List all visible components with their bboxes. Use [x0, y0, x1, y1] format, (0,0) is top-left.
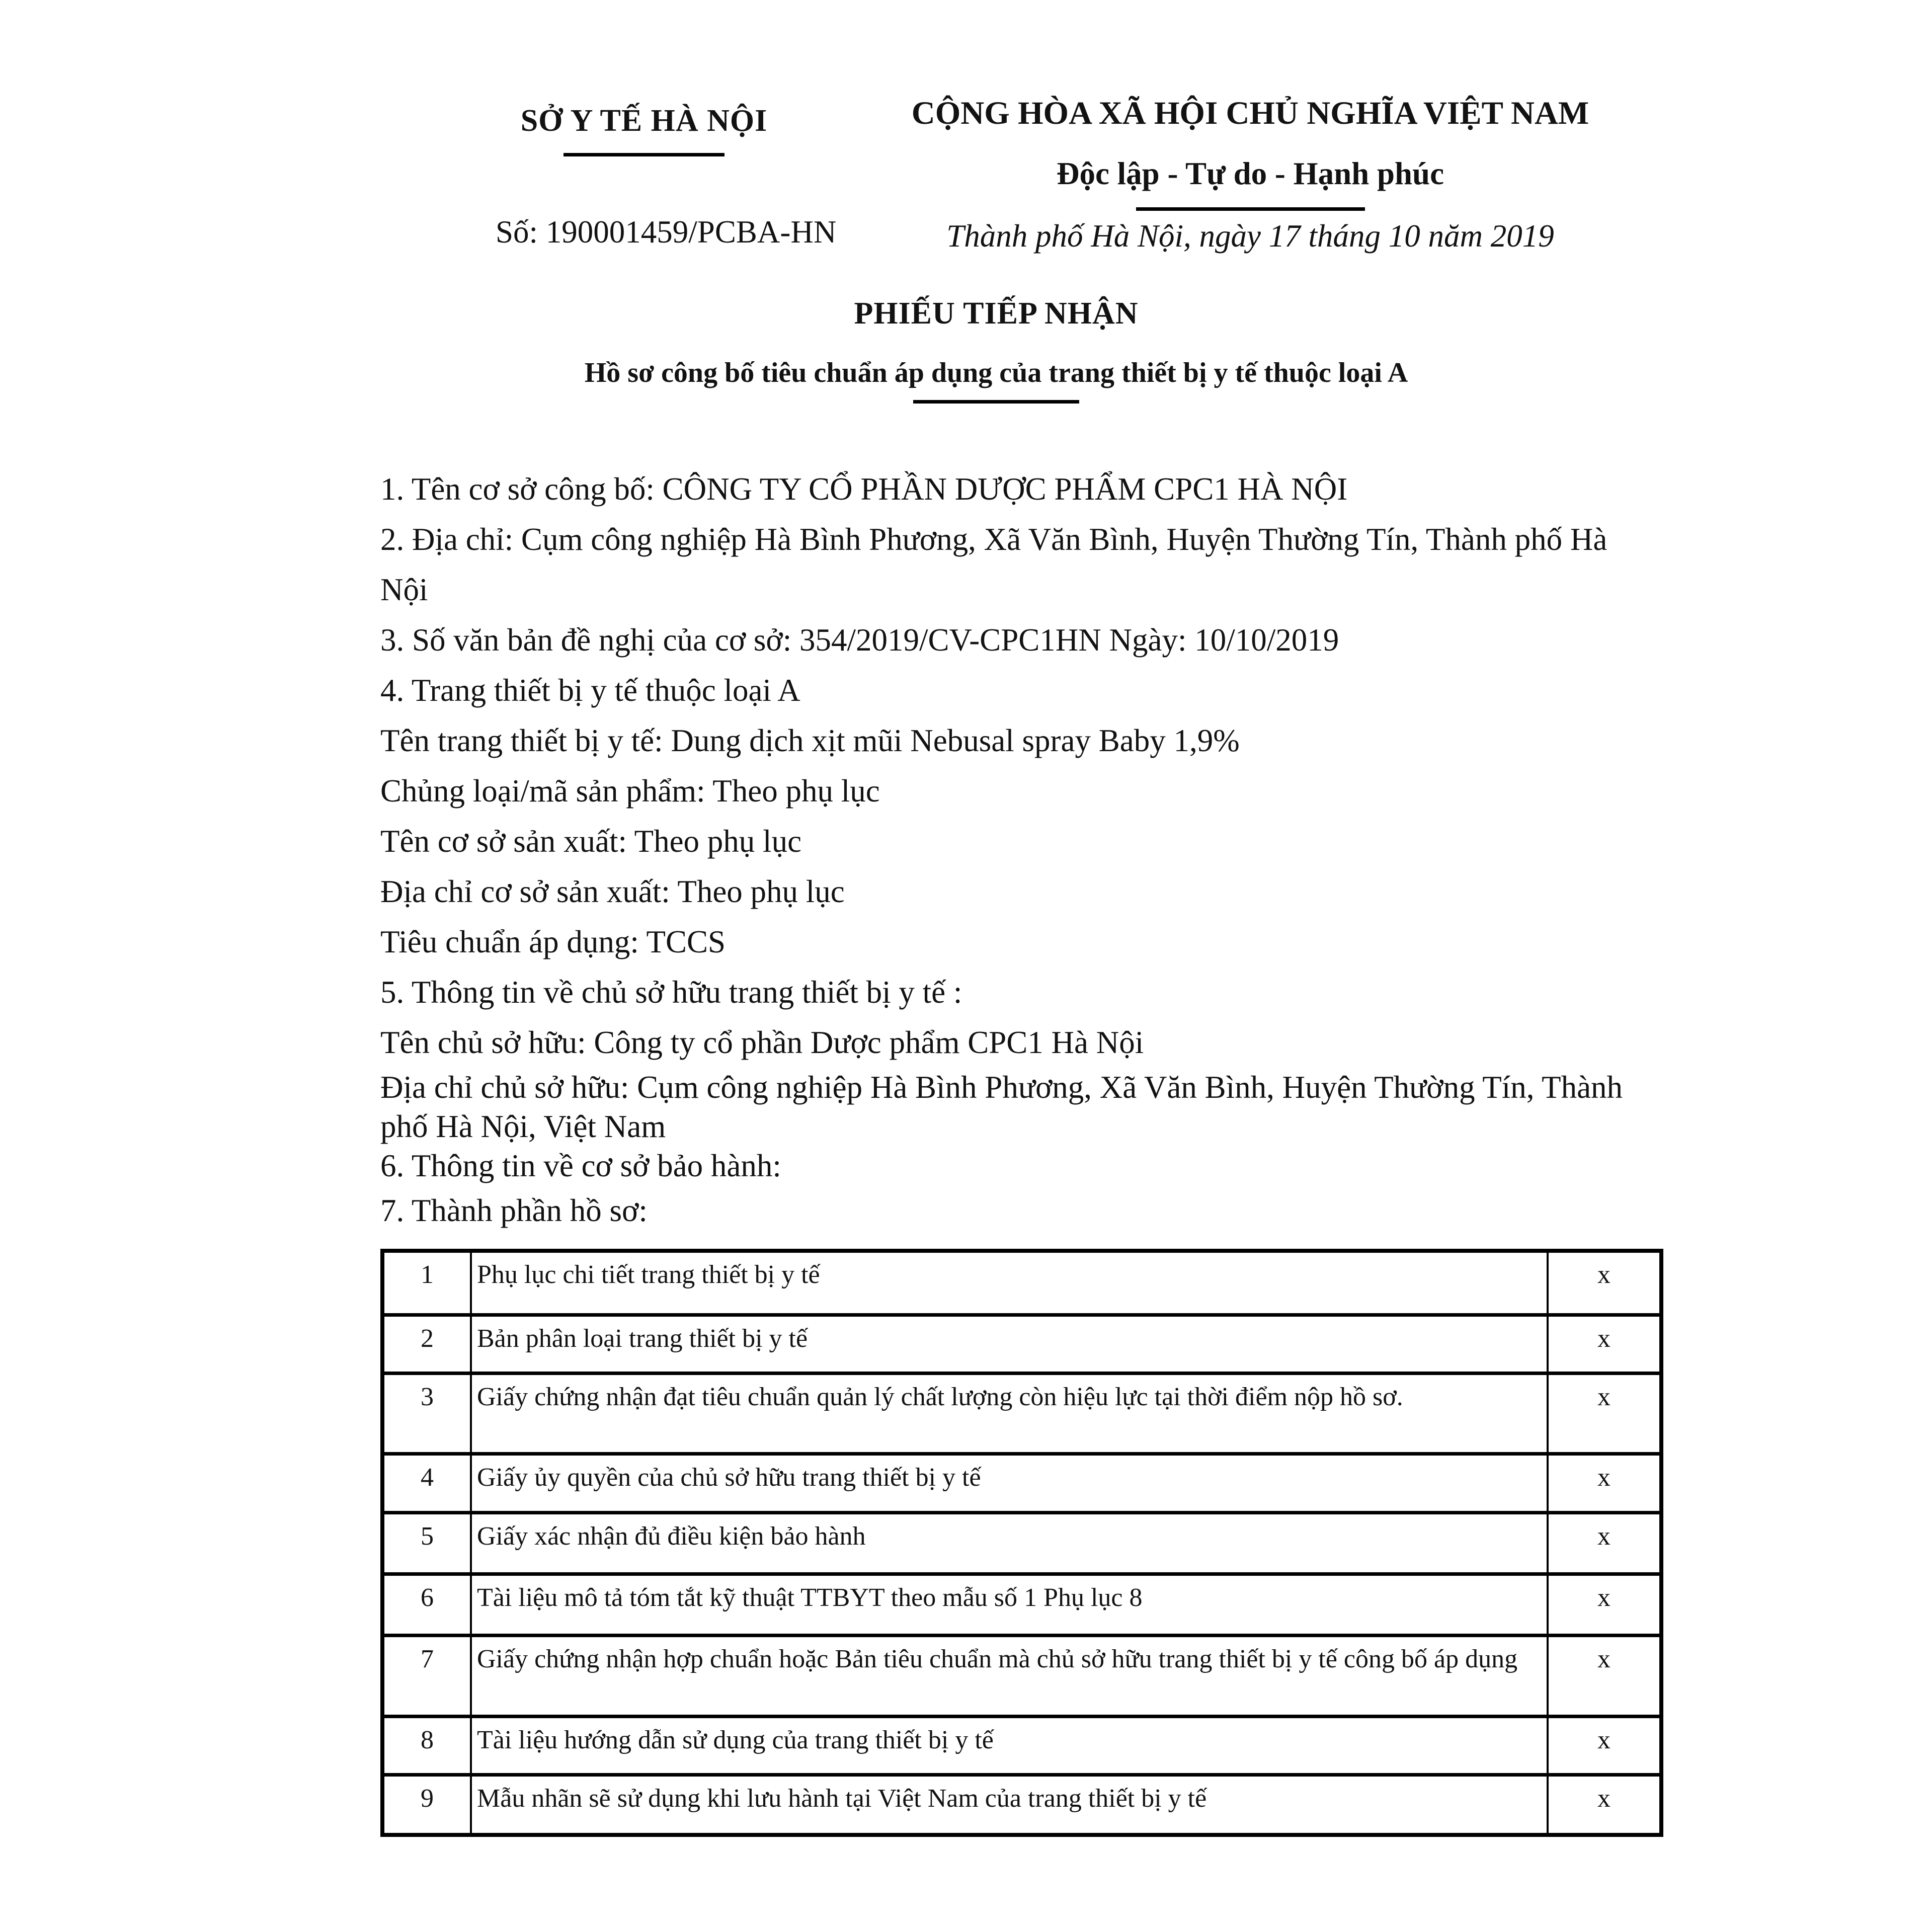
- row-number-cell: 3: [382, 1373, 471, 1454]
- row-number-cell: 4: [382, 1454, 471, 1512]
- document-paragraph: 4. Trang thiết bị y tế thuộc loại A: [380, 673, 800, 708]
- dossier-components-table: [380, 1249, 1663, 1837]
- document-paragraph: 6. Thông tin về cơ sở bảo hành:: [380, 1148, 781, 1183]
- document-paragraph: 3. Số văn bản đề nghị của cơ sở: 354/2019/CV-CPC1HN Ngày: 10/10/2019: [380, 622, 1339, 658]
- row-check-cell: x: [1548, 1635, 1661, 1716]
- row-description-cell: Tài liệu mô tả tóm tắt kỹ thuật TTBYT theo mẫu số 1 Phụ lục 8: [471, 1574, 1548, 1635]
- row-description-cell: Giấy chứng nhận hợp chuẩn hoặc Bản tiêu chuẩn mà chủ sở hữu trang thiết bị y tế công bố áp dụng: [471, 1635, 1548, 1716]
- document-subtitle: Hồ sơ công bố tiêu chuẩn áp dụng của trang thiết bị y tế thuộc loại A: [584, 357, 1408, 388]
- issuing-org-block: [513, 103, 775, 156]
- row-number-cell: 5: [382, 1512, 471, 1574]
- row-check-cell: x: [1548, 1454, 1661, 1512]
- row-description-cell: Phụ lục chi tiết trang thiết bị y tế: [471, 1251, 1548, 1315]
- row-description-cell: Tài liệu hướng dẫn sử dụng của trang thiết bị y tế: [471, 1716, 1548, 1775]
- row-check-cell: x: [1548, 1512, 1661, 1574]
- national-header-block: [886, 95, 1615, 255]
- title-block: [352, 296, 1640, 404]
- row-number-cell: 1: [382, 1251, 471, 1315]
- document-paragraph: 7. Thành phần hồ sơ:: [380, 1193, 648, 1228]
- issuing-org-name: SỞ Y TẾ HÀ NỘI: [520, 104, 768, 138]
- document-paragraph: 5. Thông tin về chủ sở hữu trang thiết bị y tế :: [380, 975, 962, 1010]
- table-row: [382, 1775, 1661, 1835]
- table-row: [382, 1315, 1661, 1373]
- row-description-cell: Bản phân loại trang thiết bị y tế: [471, 1315, 1548, 1373]
- document-paragraph: 1. Tên cơ sở công bố: CÔNG TY CỔ PHẦN DƯỢC PHẨM CPC1 HÀ NỘI: [380, 471, 1348, 507]
- table-row: [382, 1716, 1661, 1775]
- row-check-cell: x: [1548, 1315, 1661, 1373]
- row-number-cell: 8: [382, 1716, 471, 1775]
- org-underline-rule: [564, 153, 725, 156]
- document-paragraph: Chủng loại/mã sản phẩm: Theo phụ lục: [380, 773, 880, 809]
- document-paragraph: 2. Địa chỉ: Cụm công nghiệp Hà Bình Phương, Xã Văn Bình, Huyện Thường Tín, Thành phố Hà Nội: [380, 522, 1607, 607]
- row-check-cell: x: [1548, 1716, 1661, 1775]
- row-check-cell: x: [1548, 1251, 1661, 1315]
- table-row: [382, 1512, 1661, 1574]
- row-description-cell: Giấy chứng nhận đạt tiêu chuẩn quản lý chất lượng còn hiệu lực tại thời điểm nộp hồ sơ.: [471, 1373, 1548, 1454]
- row-number-cell: 2: [382, 1315, 471, 1373]
- row-check-cell: x: [1548, 1574, 1661, 1635]
- row-number-cell: 9: [382, 1775, 471, 1835]
- table-row: [382, 1635, 1661, 1716]
- subtitle-underline-rule: [913, 400, 1079, 404]
- place-and-date: Thành phố Hà Nội, ngày 17 tháng 10 năm 2019: [946, 218, 1554, 254]
- national-title: CỘNG HÒA XÃ HỘI CHỦ NGHĨA VIỆT NAM: [911, 95, 1589, 131]
- document-paragraph: Địa chỉ chủ sở hữu: Cụm công nghiệp Hà Bình Phương, Xã Văn Bình, Huyện Thường Tín, Thành phố Hà Nội, Việt Nam: [380, 1070, 1623, 1144]
- row-description-cell: Giấy ủy quyền của chủ sở hữu trang thiết bị y tế: [471, 1454, 1548, 1512]
- row-description-cell: Mẫu nhãn sẽ sử dụng khi lưu hành tại Việt Nam của trang thiết bị y tế: [471, 1775, 1548, 1835]
- row-check-cell: x: [1548, 1373, 1661, 1454]
- document-paragraph: Tên trang thiết bị y tế: Dung dịch xịt mũi Nebusal spray Baby 1,9%: [380, 723, 1240, 758]
- national-motto: Độc lập - Tự do - Hạnh phúc: [1056, 156, 1444, 191]
- document-body: [380, 464, 1644, 1837]
- row-description-cell: Giấy xác nhận đủ điều kiện bảo hành: [471, 1512, 1548, 1574]
- table-row: [382, 1251, 1661, 1315]
- document-paragraph: Tên cơ sở sản xuất: Theo phụ lục: [380, 824, 802, 859]
- row-check-cell: x: [1548, 1775, 1661, 1835]
- document-number: Số: 190001459/PCBA-HN: [496, 214, 837, 250]
- motto-underline-rule: [1136, 207, 1365, 211]
- document-paragraph: Tiêu chuẩn áp dụng: TCCS: [380, 924, 726, 959]
- table-row: [382, 1574, 1661, 1635]
- document-paragraph: Địa chỉ cơ sở sản xuất: Theo phụ lục: [380, 874, 845, 909]
- row-number-cell: 6: [382, 1574, 471, 1635]
- document-paragraph: Tên chủ sở hữu: Công ty cổ phần Dược phẩm CPC1 Hà Nội: [380, 1025, 1144, 1060]
- row-number-cell: 7: [382, 1635, 471, 1716]
- document-title: PHIẾU TIẾP NHẬN: [854, 296, 1139, 331]
- table-row: [382, 1373, 1661, 1454]
- table-row: [382, 1454, 1661, 1512]
